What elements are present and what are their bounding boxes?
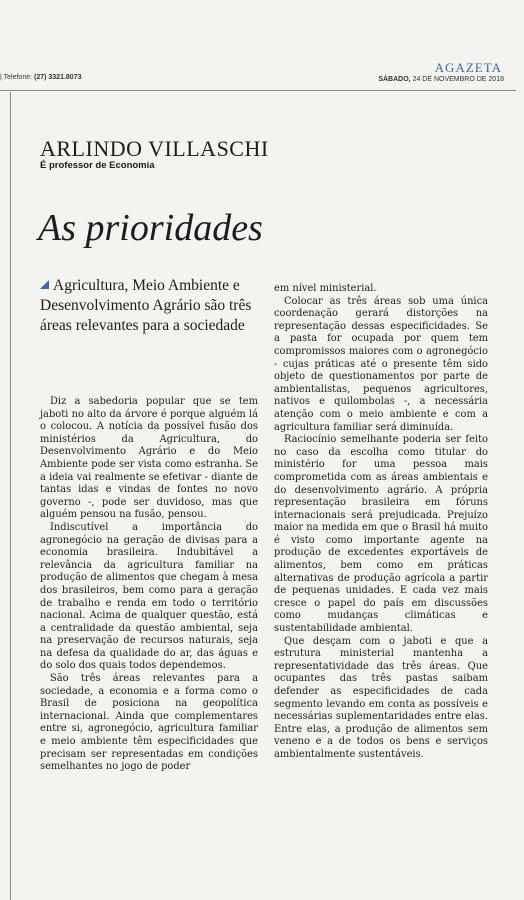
author-name: ARLINDO VILLASCHI — [40, 136, 269, 161]
triangle-bullet-icon — [40, 280, 49, 289]
dateline — [378, 76, 504, 83]
phone-line — [0, 74, 81, 81]
article-column-1 — [40, 396, 258, 774]
paragraph: em nível ministerial. — [274, 283, 377, 294]
date-rest: 24 DE NOVEMBRO DE 2018 — [412, 76, 504, 83]
header-rule — [0, 90, 516, 91]
paragraph: Raciocínio semelhante poderia ser feito no caso da escolha como titular do ministério for uma pessoa mais comprometida com as áreas ambientais e do desenvolvimento agrário. A própria representação brasileira em fóruns internacionais será prejudicada. Prejuízo maior na medida em que o Brasil há muito é visto como importante agente na produção de excedentes exportáveis de alimentos, bem como em práticas alternativas de produção agrícola a partir de pequenas unidades. E cada vez mais cresce o papel do país em discussões como mudanças climáticas e sustentabilidade ambiental. — [274, 434, 488, 635]
left-column-rule — [10, 92, 11, 900]
lead-text: Agricultura, Meio Ambiente e Desenvolvimento Agrário são três áreas relevantes para a sociedade — [40, 277, 252, 334]
date-day: SÁBADO, — [378, 76, 411, 83]
newspaper-logo: AGAZETA — [434, 60, 502, 75]
author-role: É professor de Economia — [40, 160, 155, 171]
paragraph: Que desçam com o jaboti e que a estrutura ministerial mantenha a representatividade das três áreas. Que ocupantes das três pastas saibam defender as especificidades de cada segmento levando em conta as possíveis e necessárias suplementaridades entre elas. Entre elas, a produção de alimentos sem veneno e a de todos os bens e serviços ambientalmente sustentáveis. — [274, 635, 488, 760]
page-header — [0, 0, 524, 96]
paragraph: São três áreas relevantes para a sociedade, a economia e a forma como o Brasil de posiciona na geopolítica internacional. Ainda que complementares entre si, agronegócio, agricultura familiar e meio ambiente têm especificidades que precisam ser representadas em condições semelhantes no jogo de poder — [40, 673, 258, 773]
article-lead — [40, 276, 260, 336]
paragraph: Diz a sabedoria popular que se tem jaboti no alto da árvore é porque alguém lá o colocou. A notícia da possível fusão dos ministérios da Agricultura, do Desenvolvimento Agrário e do Meio Ambiente pode ser vista como estranha. Se a ideia vai realmente se efetivar - diante de tantas idas e vindas de fontes no novo governo -, pode ser duvidoso, mas que alguém pensou na fusão, pensou. — [40, 396, 258, 521]
phone-number: (27) 3321.8073 — [34, 74, 82, 81]
article-column-2 — [274, 283, 488, 762]
article-title: As prioridades — [38, 207, 263, 249]
paragraph: Indiscutível a importância do agronegócio na geração de divisas para a economia brasileira. Indubitável a relevância da agricultura familiar na produção de alimentos que chegam à mesa dos brasileiros, bem como para a geração de trabalho e renda em todo o território nacional. Acima de qualquer questão, está a centralidade da questão ambiental, seja na preservação de recursos naturais, seja na defesa da qualidade do ar, das águas e do solo dos quais todos dependemos. — [40, 521, 258, 672]
paragraph: Colocar as três áreas sob uma única coordenação gerará distorções na representação dessas especificidades. Se a pasta for ocupada por quem tem compromissos maiores com o agronegócio - cujas práticas até o presente têm sido objeto de questionamentos por parte de ambientalistas, pequenos agricultores, nativos e quilombolas -, a necessária atenção com o meio ambiente e com a agricultura familiar será diminuída. — [274, 295, 488, 433]
phone-label: | Telefone: — [0, 74, 33, 81]
